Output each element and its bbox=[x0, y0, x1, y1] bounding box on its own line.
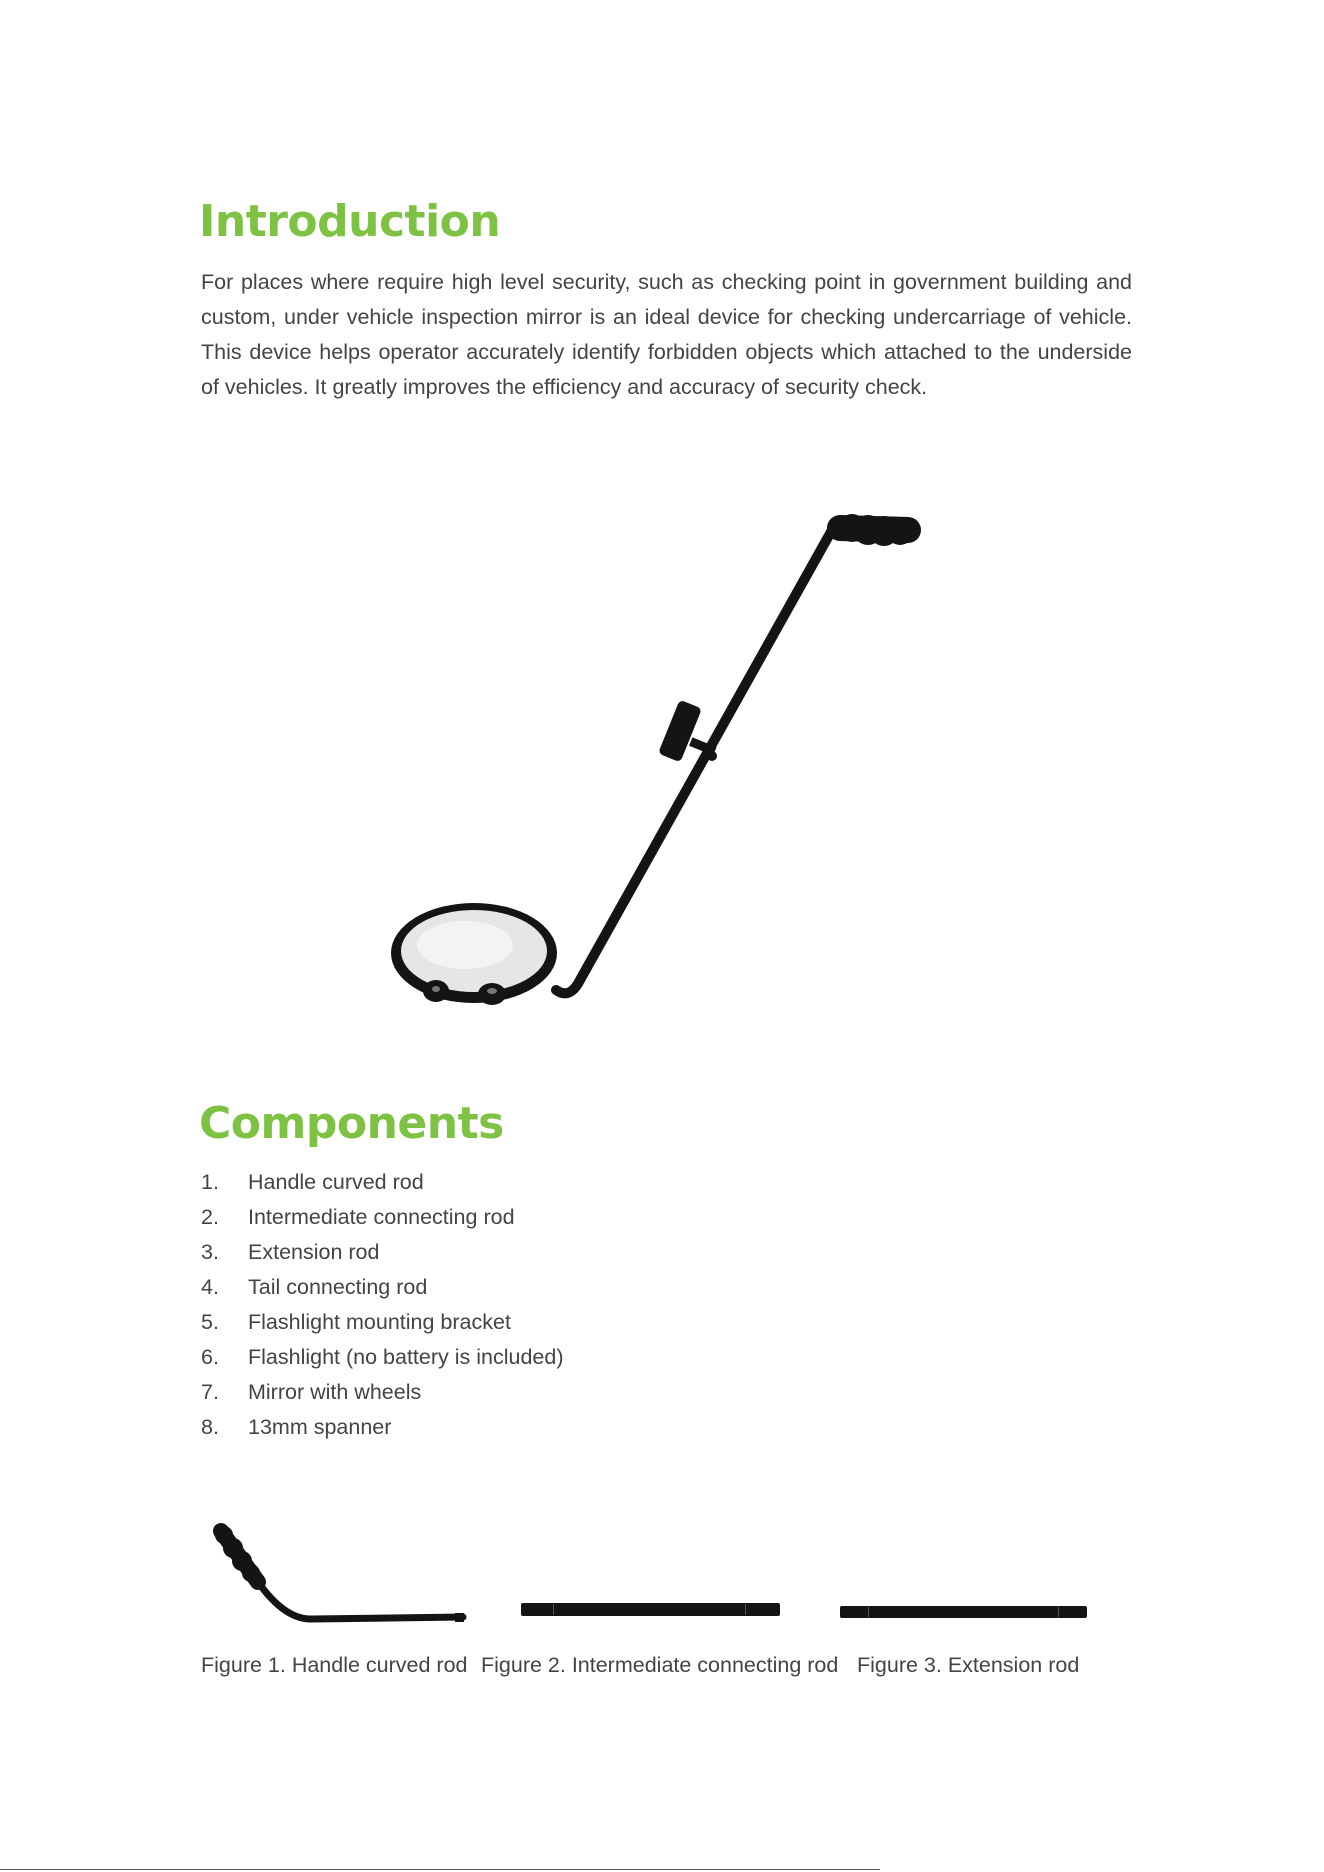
list-label: Mirror with wheels bbox=[248, 1380, 422, 1404]
list-item bbox=[201, 1165, 564, 1200]
main-rod-bend bbox=[832, 523, 850, 530]
wheel-right bbox=[478, 983, 506, 1005]
list-label: Handle curved rod bbox=[248, 1170, 424, 1194]
components-heading: Components bbox=[199, 1098, 504, 1149]
list-number: 3. bbox=[201, 1240, 219, 1264]
figure-2-caption: Figure 2. Intermediate connecting rod bbox=[481, 1653, 839, 1677]
list-item bbox=[201, 1235, 564, 1270]
list-number: 8. bbox=[201, 1415, 219, 1439]
list-label: Tail connecting rod bbox=[248, 1275, 428, 1299]
list-item bbox=[201, 1375, 564, 1410]
list-number: 2. bbox=[201, 1205, 219, 1229]
list-label: Intermediate connecting rod bbox=[248, 1205, 515, 1229]
list-label: Flashlight mounting bracket bbox=[248, 1310, 511, 1334]
mirror-face bbox=[401, 910, 547, 992]
list-number: 7. bbox=[201, 1380, 219, 1404]
main-rod bbox=[556, 530, 832, 993]
introduction-heading: Introduction bbox=[199, 196, 501, 247]
figure-1-caption: Figure 1. Handle curved rod bbox=[201, 1653, 468, 1677]
footer-divider bbox=[0, 1869, 880, 1870]
list-number: 4. bbox=[201, 1275, 219, 1299]
list-item bbox=[201, 1305, 564, 1340]
list-label: Extension rod bbox=[248, 1240, 380, 1264]
handle-grip bbox=[838, 514, 914, 546]
mirror-rim bbox=[391, 903, 557, 1003]
list-item bbox=[201, 1270, 564, 1305]
flashlight-bracket bbox=[658, 700, 717, 763]
components-list bbox=[201, 1165, 564, 1445]
wheel-left bbox=[423, 980, 449, 1002]
list-item bbox=[201, 1410, 564, 1445]
list-number: 5. bbox=[201, 1310, 219, 1334]
list-label: 13mm spanner bbox=[248, 1415, 392, 1439]
list-item bbox=[201, 1200, 564, 1235]
list-number: 1. bbox=[201, 1170, 219, 1194]
list-number: 6. bbox=[201, 1345, 219, 1369]
figure-3-caption: Figure 3. Extension rod bbox=[857, 1653, 1080, 1677]
list-label: Flashlight (no battery is included) bbox=[248, 1345, 564, 1369]
list-item bbox=[201, 1340, 564, 1375]
introduction-paragraph: For places where require high level security, such as checking point in government building and custom, under vehicle inspection mirror is an ideal device for checking undercarriage of vehicle. This device helps operator accurately identify forbidden objects which attached to the underside of vehicles. It greatly improves the efficiency and accuracy of security check. bbox=[201, 270, 1132, 399]
